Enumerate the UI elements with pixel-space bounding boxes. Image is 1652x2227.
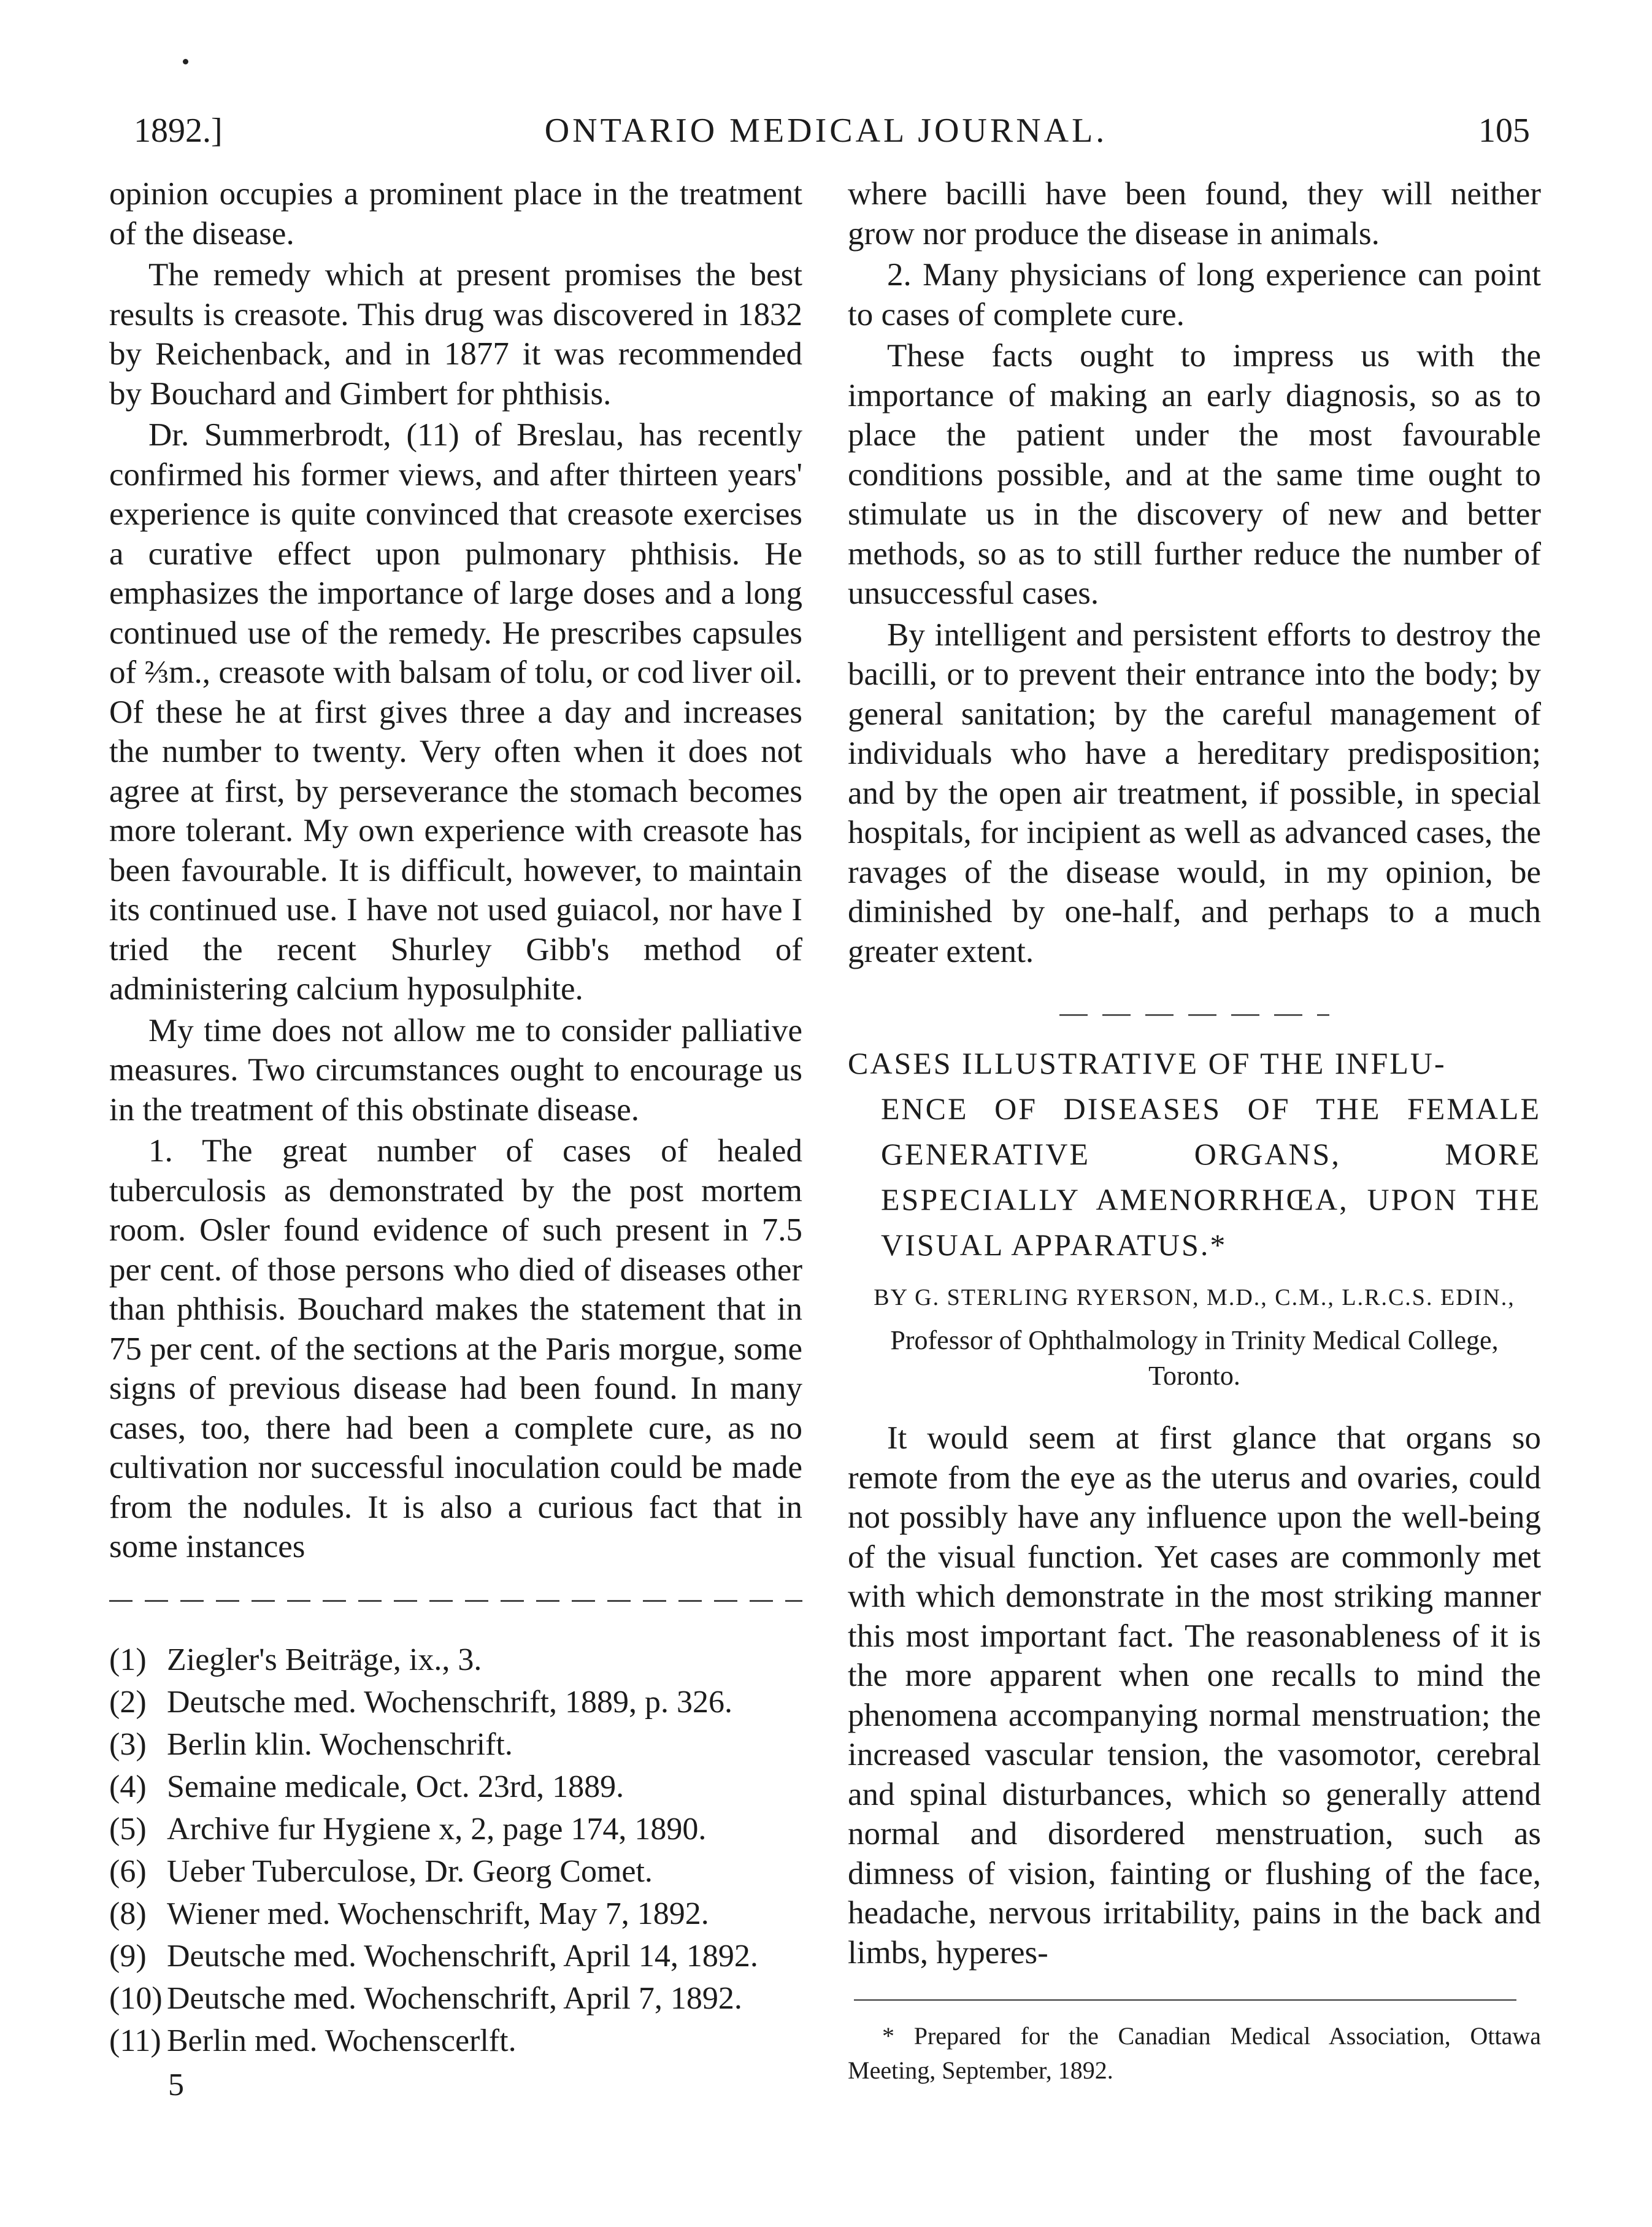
footnote-divider <box>109 1600 802 1602</box>
footnote-number: (11) <box>109 2023 161 2058</box>
left-column <box>109 174 802 2105</box>
footnote-text: Ziegler's Beiträge, ix., 3. <box>167 1642 482 1677</box>
footnote <box>109 1893 802 1935</box>
footnote <box>109 1723 802 1766</box>
footnote-text: Berlin klin. Wochenschrift. <box>167 1726 513 1762</box>
footnote <box>109 2020 802 2062</box>
footnote-text: Berlin med. Wochenscerlft. <box>167 2023 517 2058</box>
footnote-rule <box>854 1999 1516 2001</box>
footnote <box>109 1850 802 1893</box>
header-year: 1892.] <box>134 112 223 150</box>
paragraph: Dr. Summerbrodt, (11) of Breslau, has recently confirmed his former views, and after thirteen years' experience is quite convinced that creasote exercises a curative effect upon pulmonary phthisis. He emphasizes the importance of large doses and a long continued use of the remedy. He prescribes capsules of ⅔m., creasote with balsam of tolu, or cod liver oil. Of these he at first gives three a day and increases the number to twenty. Very often when it does not agree at first, by perseverance the stomach becomes more tolerant. My own experience with creasote has been favourable. It is difficult, however, to maintain its continued use. I have not used guiacol, nor have I tried the recent Shurley Gibb's method of administering calcium hyposulphite. <box>109 417 802 1007</box>
footnote-text: Ueber Tuberculose, Dr. Georg Comet. <box>167 1853 653 1889</box>
footnote-number: (8) <box>109 1896 147 1931</box>
footnote-list <box>109 1639 802 2062</box>
article-footnote: * Prepared for the Canadian Medical Association, Ottawa Meeting, September, 1892. <box>848 2022 1541 2084</box>
paragraph: 1. The great number of cases of healed tuberculosis as demonstrated by the post mortem room. Osler found evidence of such present in 7.5 per cent. of those persons who died of diseases other than phthisis. Bouchard makes the statement that in 75 per cent. of the sections at the Paris morgue, some signs of previous disease had been found. In many cases, too, there had been a complete cure, as no cultivation nor successful inoculation could be made from the nodules. It is also a curious fact that in some instances <box>109 1133 802 1564</box>
footnote-number: (9) <box>109 1938 147 1974</box>
paragraph: 2. Many physicians of long experience can point to cases of complete cure. <box>848 257 1541 333</box>
running-header <box>0 103 1652 158</box>
footnote-text: Deutsche med. Wochenschrift, April 14, 1892. <box>167 1938 758 1974</box>
footnote-text: Deutsche med. Wochenschrift, 1889, p. 326. <box>167 1684 732 1720</box>
page-number: 105 <box>1478 112 1530 150</box>
paragraph: The remedy which at present promises the best results is creasote. This drug was discovered in 1832 by Reichenback, and in 1877 it was recommended by Bouchard and Gimbert for phthisis. <box>109 257 802 412</box>
footnote <box>109 1808 802 1850</box>
footnote-number: (3) <box>109 1726 147 1762</box>
article-body: It would seem at first glance that organs so remote from the eye as the uterus and ovaries, could not possibly have any influence upon the well-being of the visual function. Yet cases are commonly met with which demonstrate in the most striking manner this most important fact. The reasonableness of it is the more apparent when one recalls to mind the phenomena accompanying normal menstruation; the increased vascular tension, the vasomotor, cerebral and spinal disturbances, which so generally attend normal and disordered menstruation, such as dimness of vision, fainting or flushing of the face, headache, nervous irritability, pains in the back and limbs, hyperes- <box>848 1420 1541 1971</box>
footnote-text: Archive fur Hygiene x, 2, page 174, 1890. <box>167 1811 707 1847</box>
section-divider <box>1059 1014 1329 1016</box>
article-title <box>848 1040 1541 1267</box>
footnote-number: (6) <box>109 1853 147 1889</box>
author-affiliation <box>848 1323 1541 1394</box>
footnote-number: (1) <box>109 1642 147 1677</box>
affiliation-line1: Professor of Ophthalmology in Trinity Medical College, <box>890 1325 1499 1355</box>
footnote <box>109 1977 802 2020</box>
footnote-number: (4) <box>109 1769 147 1804</box>
paragraph: where bacilli have been found, they will neither grow nor produce the disease in animals. <box>848 176 1541 252</box>
footnote-number: (5) <box>109 1811 147 1847</box>
footnote-text: Semaine medicale, Oct. 23rd, 1889. <box>167 1769 624 1804</box>
footnote <box>109 1639 802 1681</box>
journal-title: ONTARIO MEDICAL JOURNAL. <box>544 112 1108 150</box>
footnote-text: Wiener med. Wochenschrift, May 7, 1892. <box>167 1896 709 1931</box>
footnote <box>109 1766 802 1808</box>
paragraph: My time does not allow me to consider palliative measures. Two circumstances ought to encourage us in the treatment of this obstinate disease. <box>109 1012 802 1128</box>
footnote-number: (2) <box>109 1684 147 1720</box>
right-column <box>848 174 1541 2088</box>
paragraph: opinion occupies a prominent place in the treatment of the disease. <box>109 176 802 252</box>
footnote <box>109 1681 802 1723</box>
article-title-rest: ENCE OF DISEASES OF THE FEMALE GENERATIVE ORGANS, MORE ESPECIALLY AMENORRHŒA, UPON THE VISUAL APPARATUS.* <box>881 1091 1541 1262</box>
article-title-line1: CASES ILLUSTRATIVE OF THE INFLU- <box>848 1046 1446 1080</box>
paragraph: By intelligent and persistent efforts to destroy the bacilli, or to prevent their entrance into the body; by general sanitation; by the careful management of individuals who have a hereditary predisposition; and by the open air treatment, if possible, in special hospitals, for incipient as well as advanced cases, the ravages of the disease would, in my opinion, be diminished by one-half, and perhaps to a much greater extent. <box>848 617 1541 969</box>
footnote <box>109 1935 802 1977</box>
print-speck <box>183 59 188 64</box>
footnote-text: Deutsche med. Wochenschrift, April 7, 1892. <box>167 1980 742 2016</box>
paragraph: These facts ought to impress us with the importance of making an early diagnosis, so as to place the patient under the most favourable conditions possible, and at the same time ought to stimulate us in the discovery of new and better methods, so as to still further reduce the number of unsuccessful cases. <box>848 338 1541 611</box>
author-byline: BY G. STERLING RYERSON, M.D., C.M., L.R.C.S. EDIN., <box>874 1285 1515 1310</box>
signature-mark: 5 <box>168 2067 184 2102</box>
footnote-number: (10) <box>109 1980 163 2016</box>
affiliation-line2: Toronto. <box>1148 1361 1240 1391</box>
